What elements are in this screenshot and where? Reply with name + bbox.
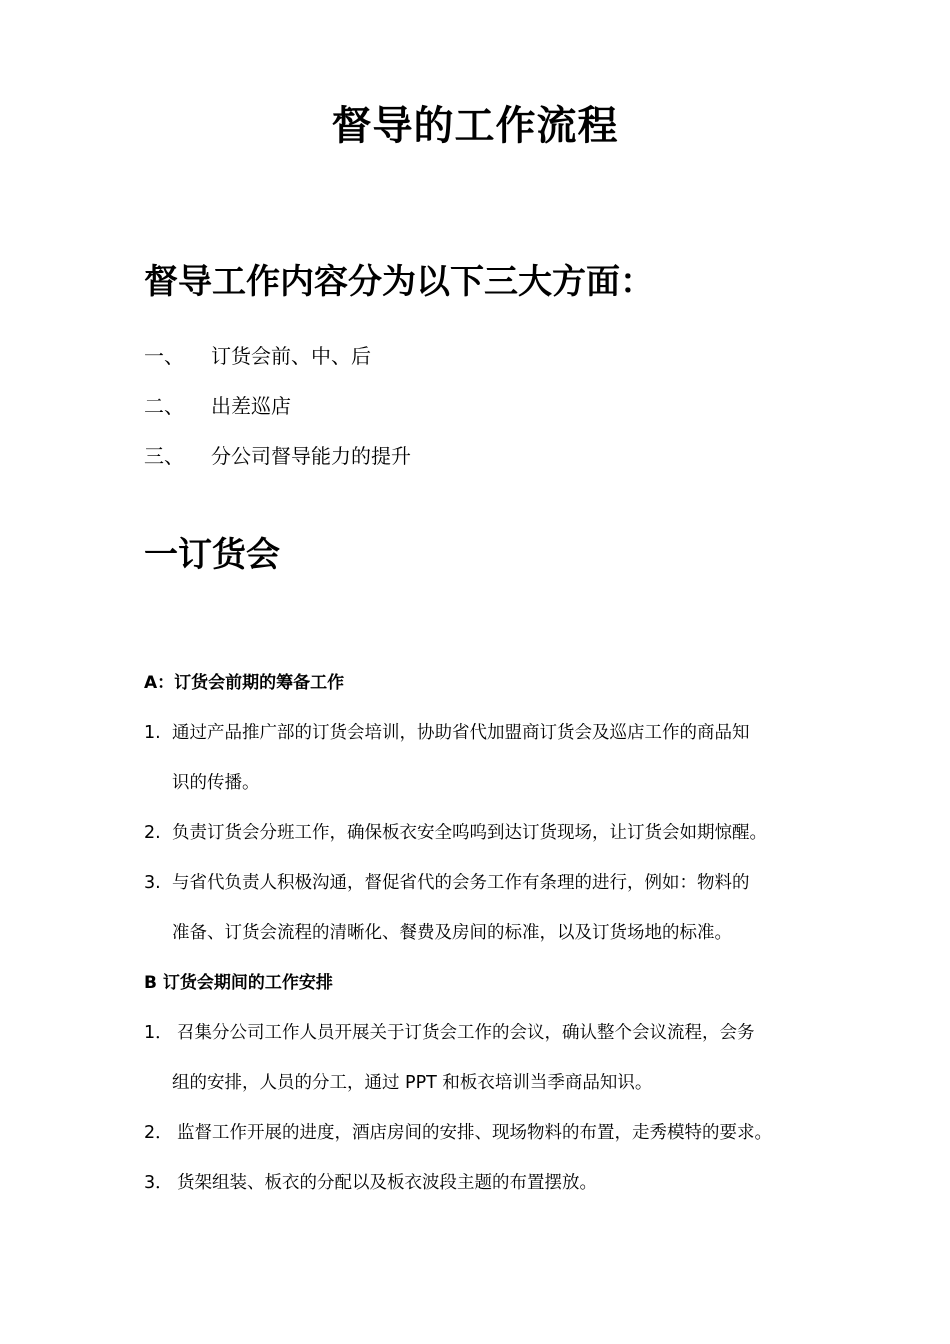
document-title: 督导的工作流程	[331, 103, 619, 149]
list-number: 3.	[144, 873, 161, 893]
overview-item-text: 订货会前、中、后	[211, 344, 371, 368]
overview-item-3	[144, 442, 411, 470]
overview-heading: 督导工作内容分为以下三大方面：	[144, 262, 654, 302]
overview-item-1	[144, 342, 371, 370]
list-item-line: 准备、订货会流程的清晰化、餐费及房间的标准，以及订货场地的标准。	[172, 923, 732, 943]
list-item-line: 通过产品推广部的订货会培训，协助省代加盟商订货会及巡店工作的商品知	[172, 723, 750, 743]
list-number: 3．	[144, 1173, 173, 1193]
overview-item-2	[144, 392, 291, 420]
list-item-line: 召集分公司工作人员开展关于订货会工作的会议，确认整个会议流程，会务	[177, 1023, 755, 1043]
section-1-heading: 一订货会	[144, 535, 280, 575]
list-number: 2．	[144, 1123, 173, 1143]
list-number: 1．	[144, 1023, 173, 1043]
overview-item-text: 分公司督导能力的提升	[211, 444, 411, 468]
list-item-line: 货架组装、板衣的分配以及板衣波段主题的布置摆放。	[177, 1173, 597, 1193]
list-number: 2.	[144, 823, 161, 843]
list-item-line: 监督工作开展的进度，酒店房间的安排、现场物料的布置，走秀模特的要求。	[177, 1123, 772, 1143]
overview-item-number: 一、	[144, 344, 184, 368]
overview-item-text: 出差巡店	[211, 394, 291, 418]
overview-item-number: 二、	[144, 394, 184, 418]
part-a-heading: A：订货会前期的筹备工作	[144, 673, 345, 693]
part-b-heading: B 订货会期间的工作安排	[144, 973, 333, 993]
overview-item-number: 三、	[144, 444, 184, 468]
list-item-line: 识的传播。	[172, 773, 260, 793]
list-number: 1.	[144, 723, 161, 743]
list-item-line: 组的安排，人员的分工，通过 PPT 和板衣培训当季商品知识。	[172, 1073, 653, 1093]
list-item-line: 负责订货会分班工作，确保板衣安全呜呜到达订货现场，让订货会如期惊醒。	[172, 823, 767, 843]
list-item-line: 与省代负责人积极沟通，督促省代的会务工作有条理的进行，例如：物料的	[172, 873, 750, 893]
